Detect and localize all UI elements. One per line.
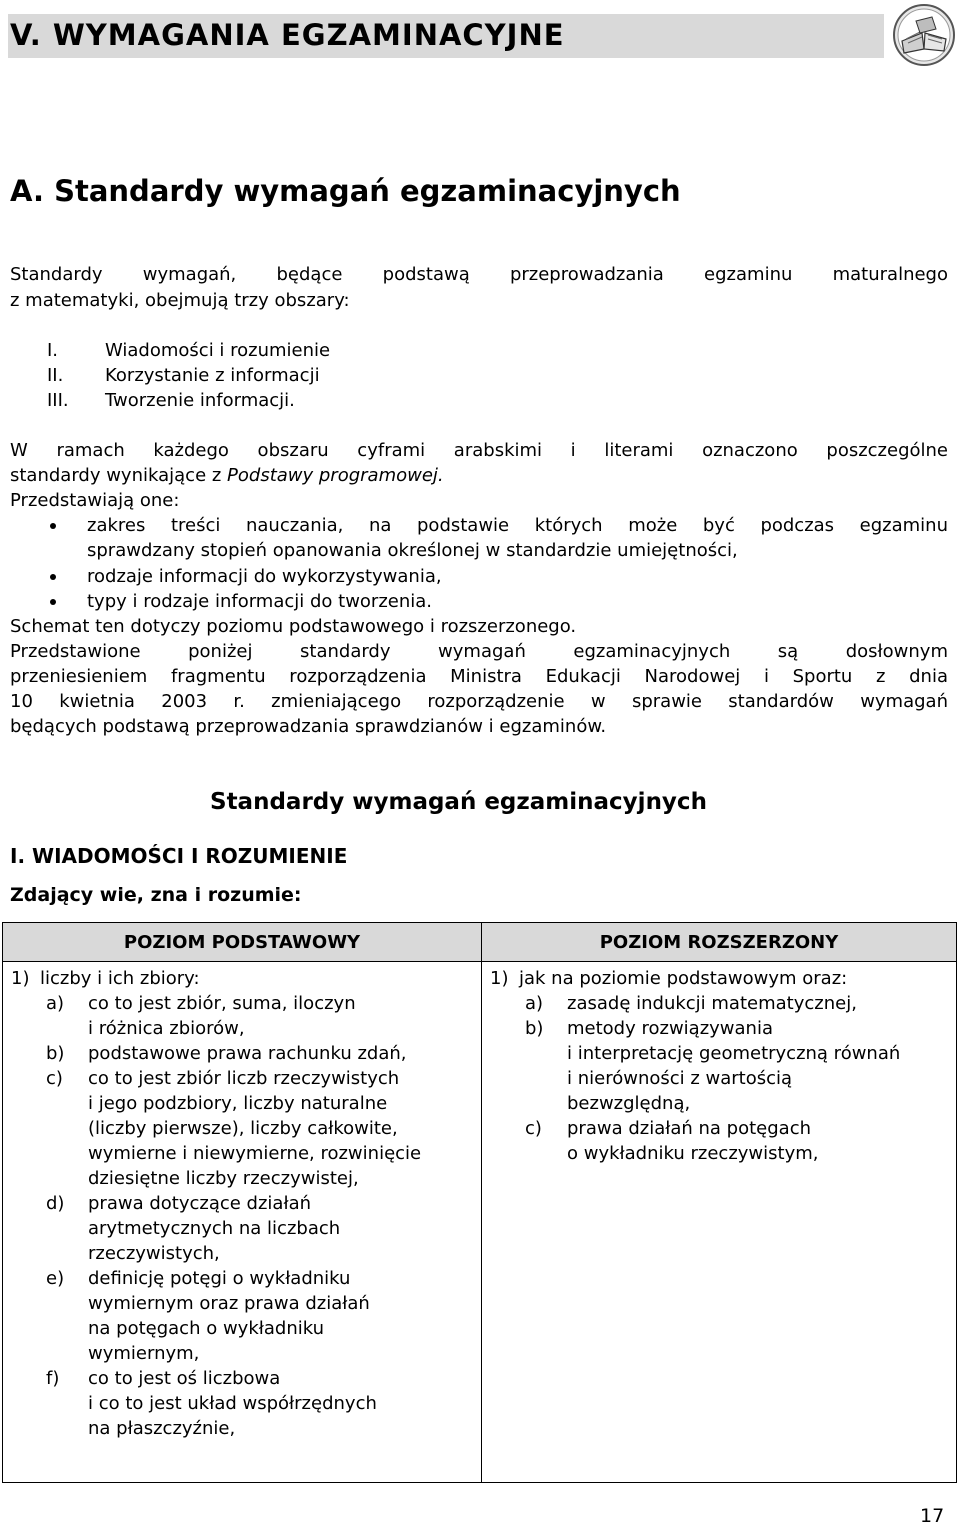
section-i-heading: I. WIADOMOŚCI I ROZUMIENIE xyxy=(10,844,348,868)
basic-item-letter: c) xyxy=(46,1068,63,1089)
basic-item-letter: e) xyxy=(46,1268,65,1289)
extended-item-line xyxy=(482,991,956,1016)
basic-head-text: liczby i ich zbiory: xyxy=(40,968,200,989)
basic-item-text: wymiernym, xyxy=(88,1343,200,1364)
extended-item-text: prawa działań na potęgach xyxy=(567,1118,812,1139)
basic-item-text: (liczby pierwsze), liczby całkowite, xyxy=(88,1118,398,1139)
bullet-2: rodzaje informacji do wykorzystywania, xyxy=(87,566,442,587)
col-extended-header: POZIOM ROZSZERZONY xyxy=(482,923,957,962)
chapter-title: V. WYMAGANIA EGZAMINACYJNE xyxy=(10,18,565,52)
p3-line-1: Przedstawione poniżej standardy wymagań egzaminacyjnych są dosłownym xyxy=(10,641,948,662)
basic-item-text: co to jest zbiór liczb rzeczywistych xyxy=(88,1068,400,1089)
intro-line-1: Standardy wymagań, będące podstawą przeprowadzania egzaminu maturalnego xyxy=(10,264,948,285)
section-a-title: A. Standardy wymagań egzaminacyjnych xyxy=(10,174,681,208)
basic-item-line xyxy=(3,1316,481,1341)
basic-item-line xyxy=(3,1341,481,1366)
basic-item-text: definicję potęgi o wykładniku xyxy=(88,1268,351,1289)
area-label-3: Tworzenie informacji. xyxy=(105,390,295,411)
basic-item-text: i co to jest układ współrzędnych xyxy=(88,1393,377,1414)
extended-item-line xyxy=(482,1141,956,1166)
extended-item-letter: b) xyxy=(525,1018,544,1039)
schemat-line: Schemat ten dotyczy poziomu podstawowego i rozszerzonego. xyxy=(10,616,577,637)
basic-item-letter: b) xyxy=(46,1043,65,1064)
basic-item-line xyxy=(3,1366,481,1391)
basic-item-letter: f) xyxy=(46,1368,60,1389)
col-basic-header: POZIOM PODSTAWOWY xyxy=(3,923,482,962)
extended-item-text: metody rozwiązywania xyxy=(567,1018,773,1039)
basic-item-line xyxy=(3,1241,481,1266)
basic-item-line xyxy=(3,1041,481,1066)
extended-item-text: zasadę indukcji matematycznej, xyxy=(567,993,857,1014)
basic-item-text: wymierne i niewymierne, rozwinięcie xyxy=(88,1143,422,1164)
podstawy-programowej: Podstawy programowej. xyxy=(227,465,444,486)
basic-item-line xyxy=(3,1091,481,1116)
basic-item-text: dziesiętne liczby rzeczywistej, xyxy=(88,1168,359,1189)
basic-item-text: i jego podzbiory, liczby naturalne xyxy=(88,1093,388,1114)
basic-item-text: na potęgach o wykładniku xyxy=(88,1318,325,1339)
basic-item-line xyxy=(3,991,481,1016)
p2-line-2-text: standardy wynikające z xyxy=(10,465,228,486)
area-num-2: II. xyxy=(47,365,64,386)
basic-item-letter: d) xyxy=(46,1193,65,1214)
basic-head-number: 1) xyxy=(11,968,30,989)
basic-head xyxy=(3,966,481,991)
basic-item-line xyxy=(3,1416,481,1441)
basic-item-line xyxy=(3,1291,481,1316)
area-label-1: Wiadomości i rozumienie xyxy=(105,340,331,361)
basic-item-line xyxy=(3,1216,481,1241)
extended-item-letter: c) xyxy=(525,1118,542,1139)
extended-item-line xyxy=(482,1091,956,1116)
bullet-icon xyxy=(50,574,56,580)
basic-item-text: prawa dotyczące działań xyxy=(88,1193,312,1214)
basic-item-letter: a) xyxy=(46,993,65,1014)
extended-item-line xyxy=(482,1041,956,1066)
bullet-1-line-1: zakres treści nauczania, na podstawie których może być podczas egzaminu xyxy=(87,515,948,536)
basic-item-line xyxy=(3,1016,481,1041)
extended-cell xyxy=(482,962,957,1483)
basic-list xyxy=(3,966,481,1441)
extended-item-letter: a) xyxy=(525,993,544,1014)
basic-item-text: rzeczywistych, xyxy=(88,1243,220,1264)
extended-head xyxy=(482,966,956,991)
basic-cell xyxy=(3,962,482,1483)
basic-item-text: podstawowe prawa rachunku zdań, xyxy=(88,1043,407,1064)
area-num-3: III. xyxy=(47,390,69,411)
basic-item-text: wymiernym oraz prawa działań xyxy=(88,1293,370,1314)
extended-head-number: 1) xyxy=(490,968,509,989)
bullet-icon xyxy=(50,523,56,529)
p3-line-3: 10 kwietnia 2003 r. zmieniającego rozporządzenie w sprawie standardów wymagań xyxy=(10,691,948,712)
basic-item-line xyxy=(3,1391,481,1416)
p2-line-3: Przedstawiają one: xyxy=(10,490,180,511)
bullet-1-line-2: sprawdzany stopień opanowania określonej w standardzie umiejętności, xyxy=(87,540,738,561)
open-book-icon xyxy=(892,3,956,67)
requirements-table xyxy=(2,922,957,1483)
p3-line-2: przeniesieniem fragmentu rozporządzenia Ministra Edukacji Narodowej i Sportu z dnia xyxy=(10,666,948,687)
basic-item-line xyxy=(3,1066,481,1091)
p3-line-4: będących podstawą przeprowadzania sprawdzianów i egzaminów. xyxy=(10,716,607,737)
bullet-icon xyxy=(50,599,56,605)
table-row xyxy=(3,962,957,1483)
extended-item-text: bezwzględną, xyxy=(567,1093,691,1114)
bullet-3: typy i rodzaje informacji do tworzenia. xyxy=(87,591,433,612)
standards-intro: Zdający wie, zna i rozumie: xyxy=(10,884,302,906)
basic-item-text: na płaszczyźnie, xyxy=(88,1418,236,1439)
extended-item-line xyxy=(482,1016,956,1041)
area-num-1: I. xyxy=(47,340,59,361)
basic-item-line xyxy=(3,1141,481,1166)
basic-item-line xyxy=(3,1191,481,1216)
basic-item-line xyxy=(3,1266,481,1291)
extended-item-line xyxy=(482,1066,956,1091)
basic-item-line xyxy=(3,1166,481,1191)
p2-line-1: W ramach każdego obszaru cyframi arabskimi i literami oznaczono poszczególne xyxy=(10,440,948,461)
intro-line-2: z matematyki, obejmują trzy obszary: xyxy=(10,290,350,311)
extended-item-line xyxy=(482,1116,956,1141)
basic-item-text: arytmetycznych na liczbach xyxy=(88,1218,341,1239)
standards-title: Standardy wymagań egzaminacyjnych xyxy=(210,789,707,815)
extended-item-text: i nierówności z wartością xyxy=(567,1068,793,1089)
table-header-row xyxy=(3,923,957,962)
extended-head-text: jak na poziomie podstawowym oraz: xyxy=(519,968,848,989)
p2-line-2 xyxy=(10,463,444,488)
extended-item-text: i interpretację geometryczną równań xyxy=(567,1043,901,1064)
basic-item-text: co to jest oś liczbowa xyxy=(88,1368,281,1389)
area-label-2: Korzystanie z informacji xyxy=(105,365,320,386)
page-number: 17 xyxy=(920,1505,945,1527)
extended-list xyxy=(482,966,956,1166)
basic-item-text: i różnica zbiorów, xyxy=(88,1018,245,1039)
basic-item-text: co to jest zbiór, suma, iloczyn xyxy=(88,993,356,1014)
basic-item-line xyxy=(3,1116,481,1141)
extended-item-text: o wykładniku rzeczywistym, xyxy=(567,1143,819,1164)
